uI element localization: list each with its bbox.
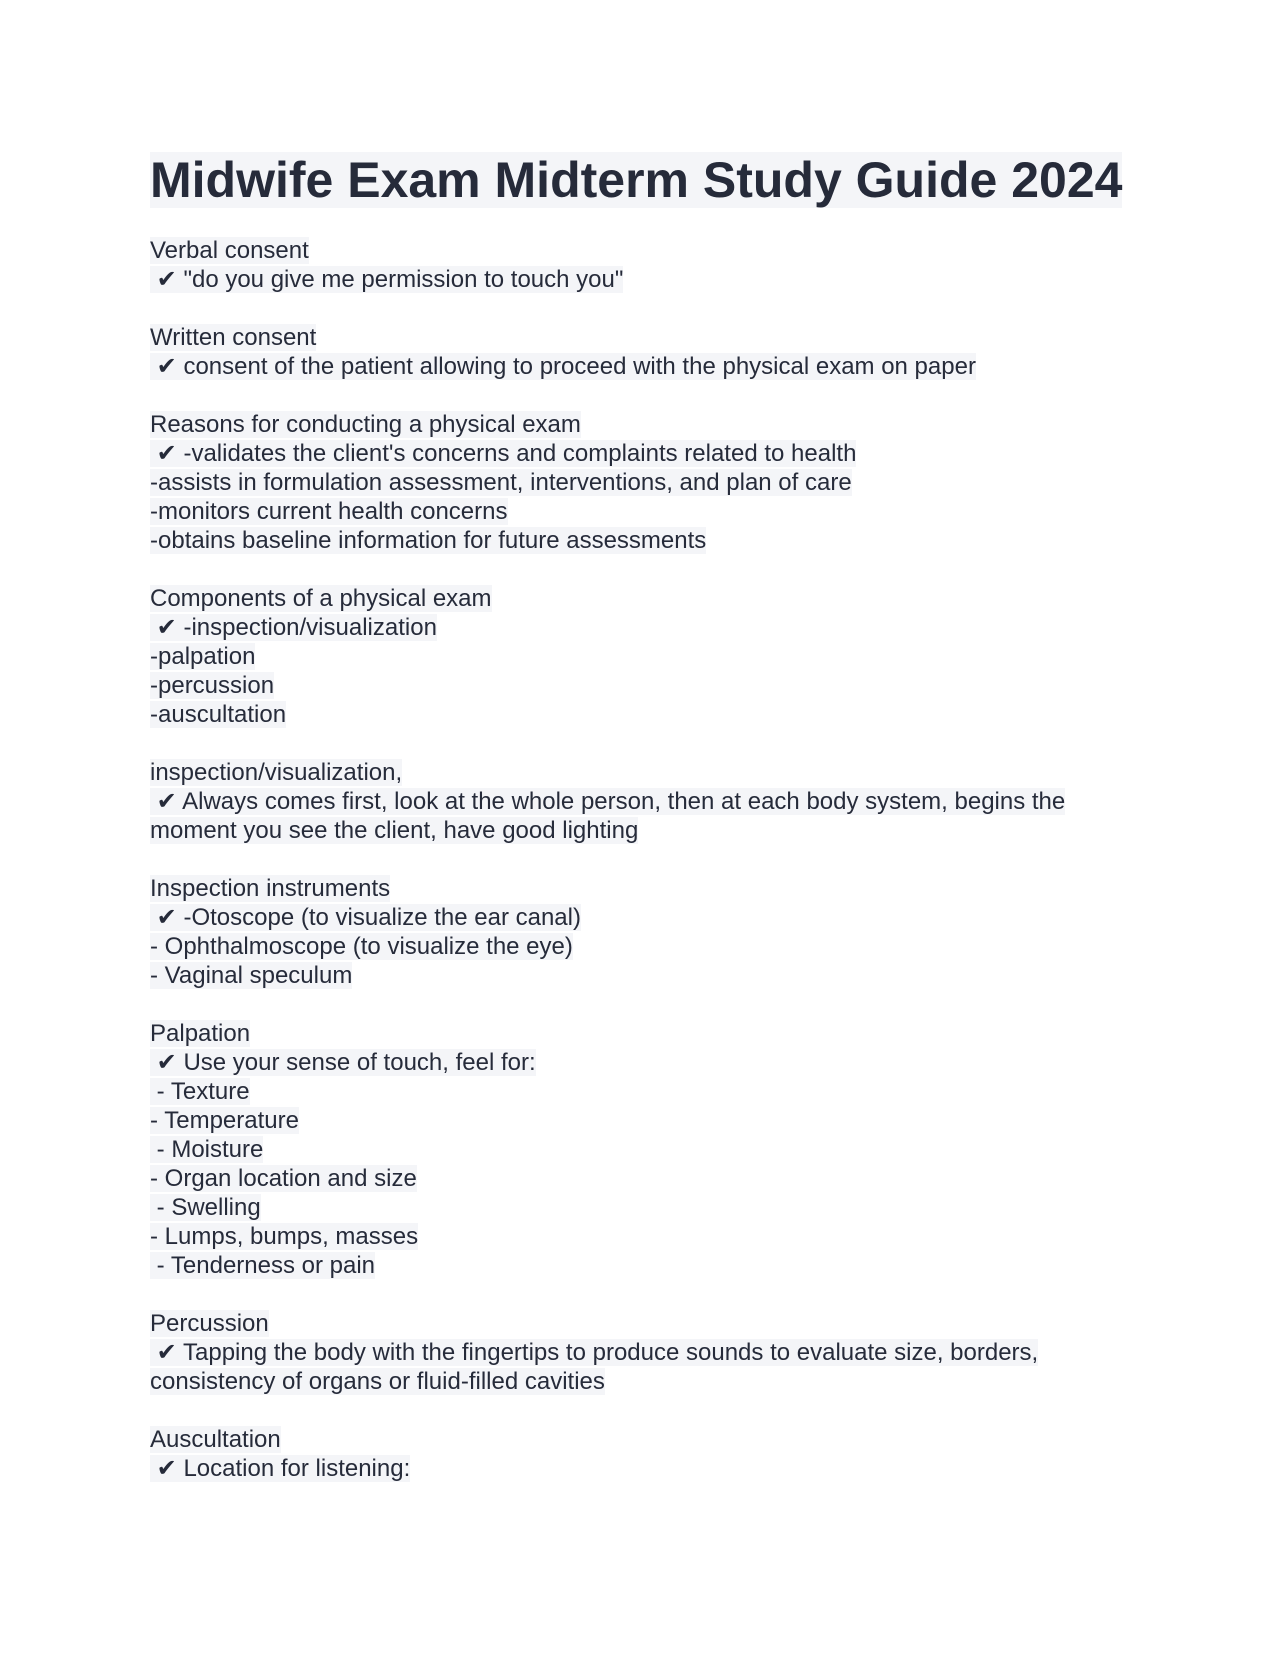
answer-text: ✔ Location for listening: <box>150 1455 411 1482</box>
flashcard-section <box>150 1309 1150 1396</box>
flashcard-section <box>150 584 1150 729</box>
flashcard-answer <box>150 1338 1150 1367</box>
answer-text: ✔ "do you give me permission to touch you" <box>150 266 624 293</box>
answer-text: - Temperature <box>150 1107 299 1134</box>
flashcard-answer <box>150 1454 1150 1483</box>
answer-text: ✔ -Otoscope (to visualize the ear canal) <box>150 904 581 931</box>
answer-line <box>150 642 1150 671</box>
flashcard-term <box>150 1309 1150 1338</box>
flashcard-answer <box>150 265 1150 294</box>
answer-line <box>150 1367 1150 1396</box>
answer-line <box>150 1164 1150 1193</box>
answer-text: -percussion <box>150 672 275 699</box>
answer-text: ✔ -validates the client's concerns and complaints related to health <box>150 440 857 467</box>
flashcard-term <box>150 236 1150 265</box>
term-text: Percussion <box>150 1310 269 1337</box>
answer-line <box>150 700 1150 729</box>
title-text: Midwife Exam Midterm Study Guide 2024 <box>150 152 1123 208</box>
flashcard-section <box>150 874 1150 990</box>
flashcard-answer <box>150 1048 1150 1077</box>
answer-line <box>150 1135 1150 1164</box>
flashcard-term <box>150 874 1150 903</box>
answer-text: - Organ location and size <box>150 1165 417 1192</box>
answer-line <box>150 526 1150 555</box>
answer-text: - Lumps, bumps, masses <box>150 1223 419 1250</box>
answer-line <box>150 468 1150 497</box>
answer-line <box>150 961 1150 990</box>
answer-text: moment you see the client, have good lighting <box>150 817 639 844</box>
answer-text: ✔ Always comes first, look at the whole person, then at each body system, begins the <box>150 788 1066 815</box>
flashcard-section <box>150 236 1150 294</box>
flashcard-section <box>150 1425 1150 1483</box>
flashcard-term <box>150 1425 1150 1454</box>
answer-line <box>150 671 1150 700</box>
term-text: Palpation <box>150 1020 251 1047</box>
answer-text: - Texture <box>150 1078 250 1105</box>
flashcard-section <box>150 410 1150 555</box>
flashcard-term <box>150 410 1150 439</box>
term-text: inspection/visualization, <box>150 759 403 786</box>
flashcard-term <box>150 323 1150 352</box>
answer-text: ✔ Use your sense of touch, feel for: <box>150 1049 536 1076</box>
document-page <box>150 148 1150 1512</box>
answer-line <box>150 1193 1150 1222</box>
answer-line <box>150 1222 1150 1251</box>
flashcard-section <box>150 1019 1150 1280</box>
answer-text: - Ophthalmoscope (to visualize the eye) <box>150 933 573 960</box>
answer-text: - Swelling <box>150 1194 261 1221</box>
flashcard-term <box>150 1019 1150 1048</box>
term-text: Verbal consent <box>150 237 309 264</box>
answer-line <box>150 932 1150 961</box>
term-text: Auscultation <box>150 1426 281 1453</box>
term-text: Inspection instruments <box>150 875 391 902</box>
flashcard-list <box>150 236 1150 1483</box>
flashcard-term <box>150 758 1150 787</box>
answer-text: -palpation <box>150 643 256 670</box>
answer-text: ✔ Tapping the body with the fingertips to produce sounds to evaluate size, borders, <box>150 1339 1039 1366</box>
flashcard-answer <box>150 439 1150 468</box>
flashcard-section <box>150 758 1150 845</box>
answer-text: -auscultation <box>150 701 287 728</box>
answer-text: consistency of organs or fluid-filled cavities <box>150 1368 605 1395</box>
answer-text: -monitors current health concerns <box>150 498 508 525</box>
answer-text: - Tenderness or pain <box>150 1252 376 1279</box>
answer-text: -assists in formulation assessment, interventions, and plan of care <box>150 469 852 496</box>
answer-text: - Moisture <box>150 1136 264 1163</box>
answer-text: - Vaginal speculum <box>150 962 353 989</box>
answer-line <box>150 497 1150 526</box>
flashcard-term <box>150 584 1150 613</box>
answer-text: -obtains baseline information for future assessments <box>150 527 707 554</box>
answer-line <box>150 1106 1150 1135</box>
flashcard-answer <box>150 613 1150 642</box>
flashcard-answer <box>150 352 1150 381</box>
flashcard-section <box>150 323 1150 381</box>
term-text: Written consent <box>150 324 317 351</box>
term-text: Reasons for conducting a physical exam <box>150 411 581 438</box>
answer-line <box>150 1077 1150 1106</box>
term-text: Components of a physical exam <box>150 585 492 612</box>
answer-line <box>150 816 1150 845</box>
document-title <box>150 148 1150 212</box>
flashcard-answer <box>150 903 1150 932</box>
answer-text: ✔ consent of the patient allowing to proceed with the physical exam on paper <box>150 353 976 380</box>
flashcard-answer <box>150 787 1150 816</box>
answer-line <box>150 1251 1150 1280</box>
answer-text: ✔ -inspection/visualization <box>150 614 437 641</box>
